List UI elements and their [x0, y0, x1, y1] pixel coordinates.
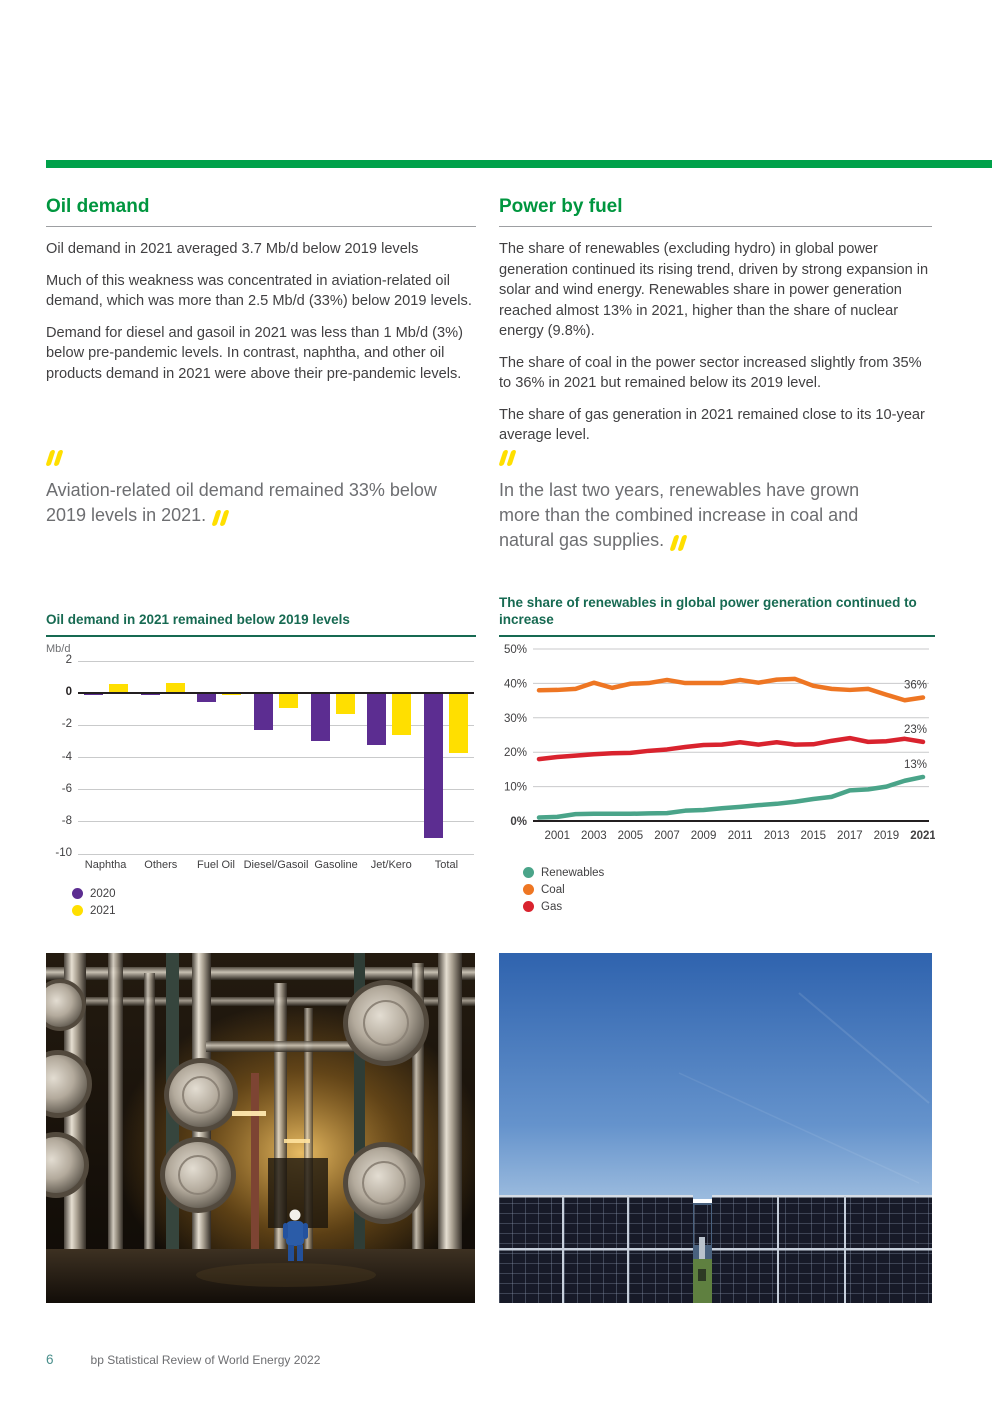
legend-item-renewables: [523, 864, 935, 881]
oil-demand-pull-quote: [46, 450, 466, 528]
left-panel-array: [499, 1195, 693, 1303]
paragraph: The share of renewables (excluding hydro) in global power generation continued its rising trend, driven by strong expansion in solar and wind energy. Renewables share in power generation reached almost 13% in 2021, higher than the share of nuclear energy (9.8%).: [499, 241, 929, 339]
x-tick-label: 2009: [690, 830, 717, 842]
gridline: [78, 789, 474, 790]
line-chart-svg: [499, 643, 935, 849]
bar-2020: [311, 693, 330, 741]
quote-open-icon: [501, 450, 919, 471]
paragraph: Demand for diesel and gasoil in 2021 was less than 1 Mb/d (3%) below pre-pandemic levels. In contrast, naphtha, and other oil products demand in 2021 were above their pre-pandemic levels.: [46, 324, 463, 382]
legend-label: 2021: [90, 904, 116, 917]
bar-2021: [279, 693, 298, 707]
line-chart-legend: [523, 864, 935, 915]
line-plot: [499, 637, 935, 854]
paragraph: Oil demand in 2021 averaged 3.7 Mb/d below 2019 levels: [46, 241, 419, 257]
oil-demand-bar-chart: [46, 588, 476, 919]
bar-2021: [392, 693, 411, 735]
x-tick-label: 2003: [581, 830, 607, 842]
footer-text: bp Statistical Review of World Energy 2022: [90, 1353, 321, 1367]
bar-2020: [367, 693, 386, 744]
y-axis-unit-label: Mb/d: [46, 643, 71, 655]
top-green-bar: [46, 160, 992, 168]
page-footer: [46, 1352, 320, 1367]
bar-2021: [336, 693, 355, 714]
legend-dot: [523, 867, 534, 878]
gridline: [78, 757, 474, 758]
x-tick-label: 2017: [837, 830, 863, 842]
legend-dot: [523, 901, 534, 912]
x-tick-label: 2007: [654, 830, 680, 842]
y-tick-label: 50%: [503, 644, 527, 656]
x-tick-label: 2005: [617, 830, 644, 842]
end-value-label: 13%: [903, 758, 927, 771]
x-tick-label: 2013: [763, 830, 790, 842]
bar-2020: [254, 693, 273, 730]
oil-demand-section: [46, 196, 476, 395]
x-tick-label: 2015: [800, 830, 827, 842]
solar-farm-illustration: [499, 953, 932, 1303]
right-panel-array: [712, 1195, 932, 1303]
paragraph: The share of gas generation in 2021 remained close to its 10-year average level.: [499, 406, 925, 443]
end-value-label: 23%: [903, 723, 927, 736]
refinery-illustration: [46, 953, 475, 1303]
quote-open-icon: [48, 450, 466, 471]
series-line-renewables: [539, 777, 923, 818]
legend-label: Renewables: [541, 866, 605, 879]
category-label: Fuel Oil: [197, 859, 235, 871]
gridline: [78, 661, 474, 662]
y-tick-label: 10%: [503, 781, 527, 794]
bar-plot-area: [46, 654, 476, 859]
legend-dot: [72, 888, 83, 899]
y-tick-label: -2: [61, 718, 72, 731]
x-axis-category-labels: [78, 859, 476, 871]
y-tick-label: 0: [65, 686, 72, 699]
y-tick-label: 30%: [503, 712, 527, 725]
x-tick-label: 2021: [910, 830, 935, 842]
quote-close-icon: [214, 508, 230, 533]
gridline: [78, 854, 474, 855]
category-label: Others: [144, 859, 178, 871]
y-tick-label: 2: [65, 654, 72, 666]
chart-title-rule: [46, 635, 476, 637]
legend-dot: [72, 905, 83, 916]
chart-title: The share of renewables in global power generation continued to increase: [499, 595, 917, 627]
y-tick-label: 0%: [510, 816, 527, 828]
bar-2020: [424, 693, 443, 838]
zero-axis-line: [78, 692, 474, 694]
y-tick-label: -8: [61, 814, 72, 827]
oil-refinery-photo: [46, 953, 475, 1303]
pull-quote-text: Aviation-related oil demand remained 33% below 2019 levels in 2021.: [46, 478, 438, 528]
renewables-pull-quote: [499, 450, 919, 553]
y-axis-labels: [46, 654, 72, 859]
category-label: Naphtha: [84, 859, 127, 871]
legend-item-2021: [72, 902, 476, 919]
bar-plot: [78, 661, 474, 854]
y-tick-label: 40%: [503, 678, 527, 691]
category-label: Diesel/Gasoil: [243, 859, 309, 871]
y-tick-label: -10: [55, 847, 72, 859]
pull-quote-text: In the last two years, renewables have grown more than the combined increase in coal and natural gas supplies.: [499, 478, 891, 553]
page-number: 6: [46, 1352, 54, 1367]
x-tick-label: 2011: [727, 830, 753, 842]
legend-dot: [523, 884, 534, 895]
paragraph: The share of coal in the power sector increased slightly from 35% to 36% in 2021 but remained below its 2019 level.: [499, 354, 922, 391]
x-tick-label: 2019: [873, 830, 900, 842]
category-label: Jet/Kero: [370, 859, 412, 871]
power-by-fuel-section: [499, 196, 932, 457]
series-line-coal: [539, 679, 923, 700]
bar-chart-legend: [72, 885, 476, 919]
bar-2021: [449, 693, 468, 753]
paragraph: Much of this weakness was concentrated in aviation-related oil demand, which was more than 2.5 Mb/d (33%) below 2019 levels.: [46, 272, 472, 309]
legend-item-gas: [523, 898, 935, 915]
category-label: Total: [434, 859, 459, 871]
bar-2020: [197, 693, 216, 702]
chart-title: Oil demand in 2021 remained below 2019 levels: [46, 611, 350, 627]
quote-close-icon: [672, 533, 688, 558]
end-value-label: 36%: [903, 679, 927, 692]
gridline: [78, 821, 474, 822]
center-gap: [693, 1203, 712, 1303]
category-label: Gasoline: [314, 859, 358, 871]
legend-label: Gas: [541, 900, 563, 913]
legend-item-2020: [72, 885, 476, 902]
legend-label: 2020: [90, 887, 116, 900]
y-tick-label: -6: [61, 782, 72, 795]
legend-item-coal: [523, 881, 935, 898]
y-tick-label: -4: [61, 750, 72, 763]
power-by-fuel-heading: Power by fuel: [499, 196, 932, 227]
y-tick-label: 20%: [503, 747, 527, 760]
oil-demand-heading: Oil demand: [46, 196, 476, 227]
x-tick-label: 2001: [544, 830, 571, 842]
series-line-gas: [539, 738, 923, 759]
power-share-line-chart: [499, 588, 935, 915]
solar-panels-photo: [499, 953, 932, 1303]
legend-label: Coal: [541, 883, 565, 896]
gridline: [78, 725, 474, 726]
